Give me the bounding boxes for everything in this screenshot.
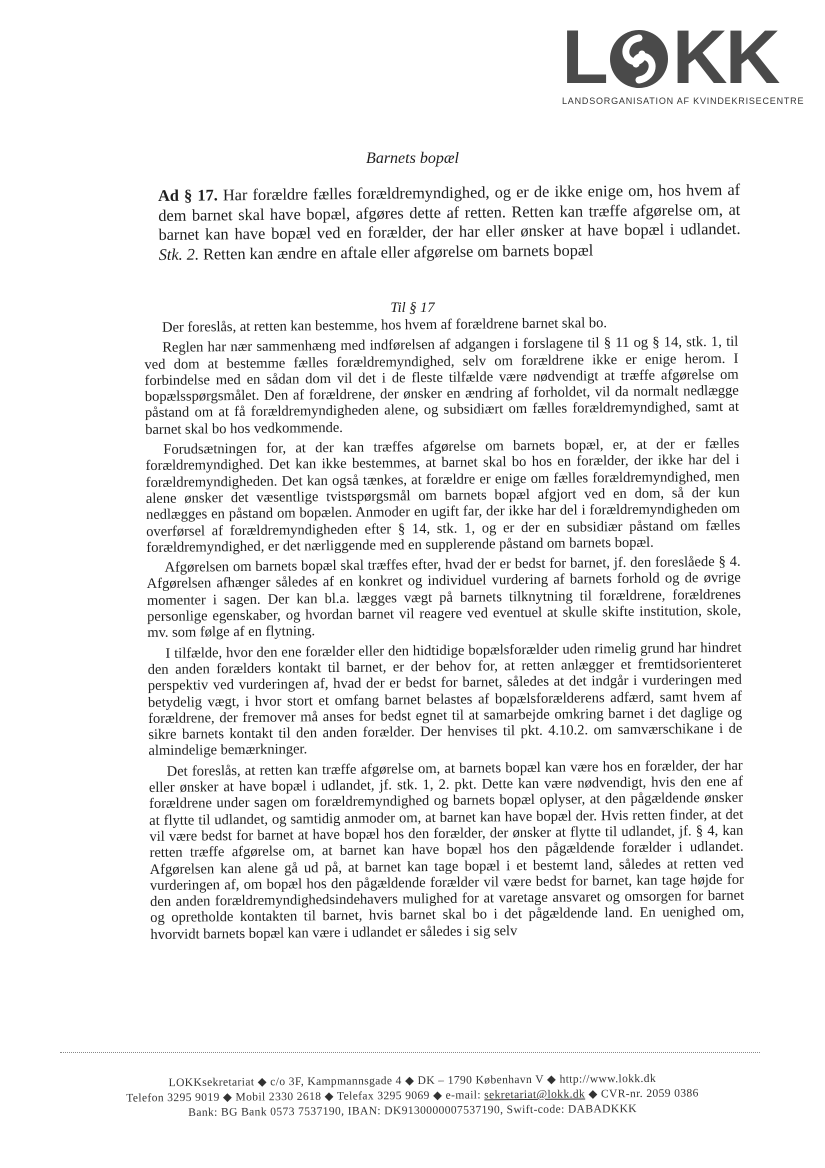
comment-body (144, 314, 745, 947)
comment-heading: Til § 17 (390, 300, 435, 316)
law-paragraph (158, 180, 741, 264)
footer-address: LOKKsekretariat ◆ c/o 3F, Kampmannsgade 4 ◆ DK – 1790 København V ◆ http://www.lokk.dk (168, 1072, 657, 1090)
comment-paragraph: Forudsætningen for, at der kan træffes afgørelse om barnets bopæl, er, at der er fælles forældremyndighed. Det kan ikke bestemmes, at barnet skal bo hos en forælder, der ikke har del i forældremyndigheden. Det kan også tænkes, at forældre er enige om fælles forældremyndighed, men alene ønsker det væsentlige tvistspørgsmål om barnets bopæl afgjort ved en dom, så der kun nedlægges en påstand om bopælen. Anmoder en ugift far, der ikke har del i forældremyndigheden om overførsel af forældremyndigheden efter § 14, stk. 1, og er der en subsidiær påstand om fælles forældremyndighed, er det nærliggende med en supplerende påstand om barnets bopæl. (145, 435, 741, 556)
comment-paragraph: Reglen har nær sammenhæng med indførelsen af adgangen i forslagene til § 11 og § 14, stk. 1, til ved dom at bestemme fælles forældremyndighed, selv om forældrene ikke er enige herom. I forbindelse med en sådan dom vil det i de fleste tilfælde være nødvendigt at træffe afgørelse om bopælsspørgsmålet. Den af forældrene, der ønsker en ændring af forholdet, vil da normalt nedlægge påstand om at få forældremyndigheden alene, og subsidiært om fælles forældremyndighed, samt at barnet skal bo hos vedkommende. (144, 334, 740, 438)
footer-bank: Bank: BG Bank 0573 7537190, IBAN: DK9130000007537190, Swift-code: DABADKKK (188, 1103, 638, 1119)
footer-divider (60, 1052, 760, 1053)
logo-letters-kk: KK (672, 15, 779, 100)
footer-cvr: ◆ CVR-nr. 2059 0386 (585, 1087, 699, 1101)
comment-paragraph: I tilfælde, hvor den ene forælder eller den hidtidige bopælsforælder uden rimelig grund har hindret den anden forælders kontakt til barnet, er der behov for, at retten anlægger et fremtidsorienteret perspektiv ved vurderingen af, hvad der er bedst for barnet, således at det indgår i vurderingen med betydelig vægt, i hvor stort et omfang barnet belastes af bopælsforælderens adfærd, samt hvem af forældrene, der fremover må anses for bedst egnet til at samarbejde omkring barnet i det daglige og sikre barnets kontakt til den anden forælder. Der henvises til pkt. 4.10.2. om samværschikane i de almindelige bemærkninger. (147, 639, 743, 760)
page-heading: Barnets bopæl (366, 150, 459, 167)
logo-wordmark (562, 15, 779, 100)
stk-text: Retten kan ændre en aftale eller afgørelse om barnets bopæl (202, 239, 594, 264)
section-label: Ad § 17. (158, 185, 218, 205)
comment-paragraph: Der foreslås, at retten kan bestemme, hos hvem af forældrene barnet skal bo. (161, 315, 608, 336)
footer-phone: Telefon 3295 9019 ◆ Mobil 2330 2618 ◆ Telefax 3295 9069 ◆ e-mail: (126, 1089, 485, 1105)
footer-email-link[interactable]: sekretariat@lokk.dk (484, 1088, 586, 1102)
lokk-logo (556, 15, 805, 114)
comment-paragraph: Det foreslås, at retten kan træffe afgørelse om, at barnets bopæl kan være hos en forælder, der har eller ønsker at have bopæl i udlandet, jf. stk. 1, 2. pkt. Dette kan være nødvendigt, hvis den ene af forældrene under sagen om forældremyndighed og barnets bopæl oplyser, at den pågældende ønsker at flytte til udlandet, og samtidig anmoder om, at barnet kan have bopæl der. Hvis retten finder, at det vil være bedst for barnet at have bopæl hos den forælder, der ønsker at flytte til udlandet, jf. § 4, kan retten træffe afgørelse om, at barnet kan have bopæl hos den pågældende forælder i udlandet. Afgørelsen kan alene gå ud på, at barnet kan tage bopæl i et bestemt land, således at retten ved vurderingen af, om bopæl hos den pågældende forælder vil være bedst for barnet, kan tage højde for den anden forældremyndighedsindehavers mulighed for at varetage ansvaret og omsorgen for barnet og opretholde kontakten til barnet, hvis barnet skal bo i det pågældende land. En uenighed om, hvorvidt barnets bopæl kan være i udlandet er således i sig selv (148, 757, 745, 943)
logo-letter-l: L (562, 15, 607, 100)
logo-swirl-icon (608, 27, 670, 89)
section-text: Har forældre fælles forældremyndighed, og er de ikke enige om, hos hvem af dem barnet skal have bopæl, afgøres dette af retten. Retten kan træffe afgørelse om, at barnet kan have bopæl ved en forælder, der har eller ønsker at have bopæl i udlandet. (158, 179, 741, 244)
comment-paragraph: Afgørelsen om barnets bopæl skal træffes efter, hvad der er bedst for barnet, jf. den foreslåede § 4. Afgørelsen afhænger således af en konkret og individuel vurdering af barnets forhold og de øvrige momenter i sagen. Der kan bl.a. lægges vægt på barnets tilknytning til forældrene, forældrenes personlige egenskaber, og hvordan barnet vil reagere ved eventuel at skulle skifte institution, skole, mv. som følge af en flytning. (146, 553, 742, 642)
law-text-block (158, 180, 741, 264)
stk-label: Stk. 2. (158, 244, 200, 264)
logo-subtitle: LANDSORGANISATION AF KVINDEKRISECENTRE (562, 96, 805, 106)
letterhead-footer (0, 1070, 825, 1122)
